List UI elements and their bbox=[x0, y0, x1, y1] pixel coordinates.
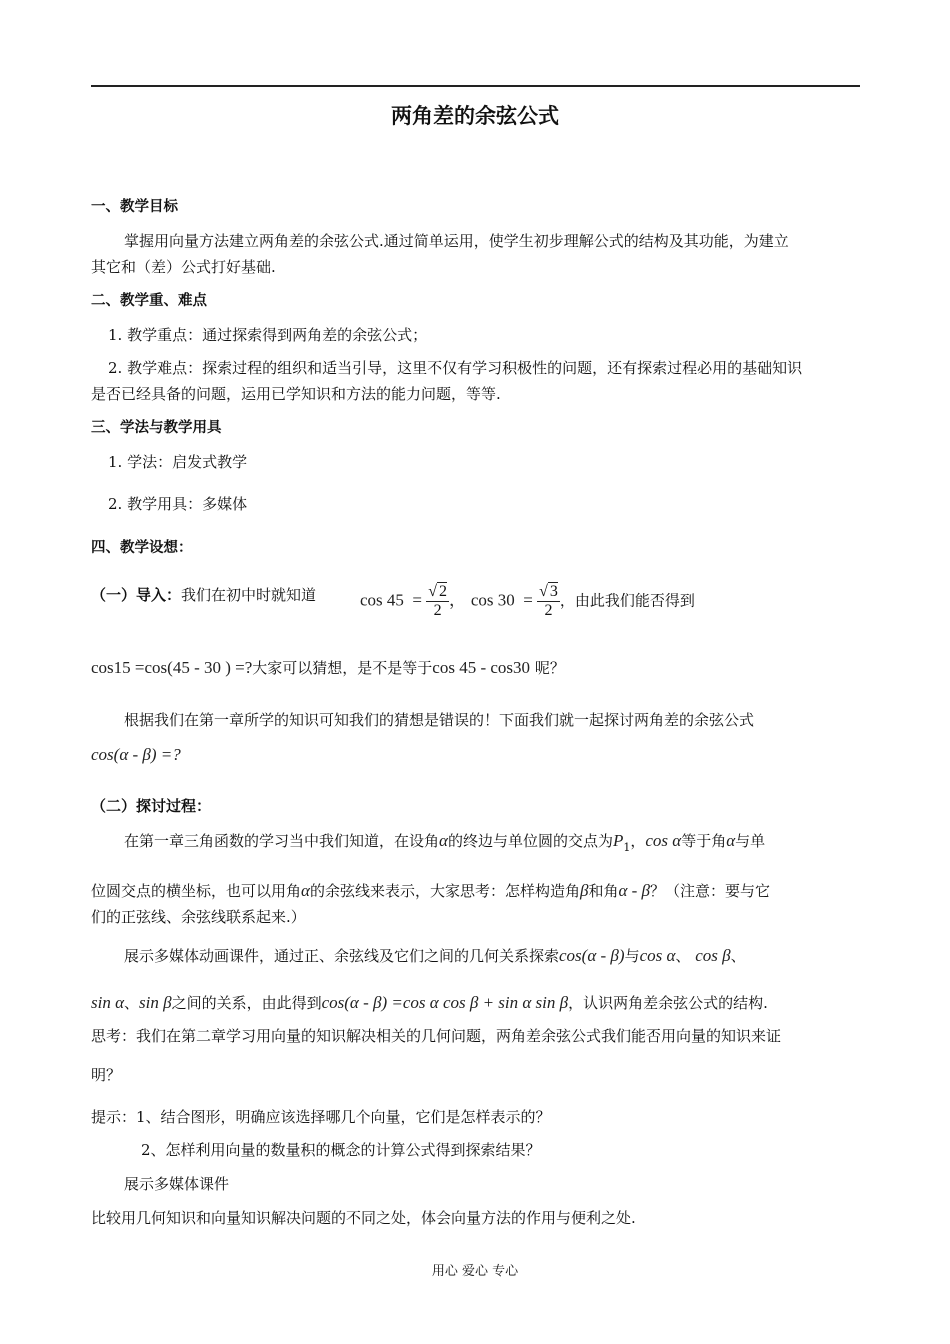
beta-symbol: β bbox=[579, 881, 589, 900]
compare-line: 比较用几何知识和向量知识解决问题的不同之处，体会向量方法的作用与便利之处. bbox=[91, 1209, 636, 1227]
intro-tail: ，由此我们能否得到 bbox=[559, 591, 695, 610]
cos45-label: cos 45 bbox=[360, 590, 404, 610]
show-line1: 展示多媒体动画课件，通过正、余弦线及它们之间的几何关系探索cos(α - β)与cos α、 cos β、 bbox=[124, 946, 746, 965]
s2-item-1: 1. 教学重点：通过探索得到两角差的余弦公式； bbox=[108, 326, 428, 344]
s3-item-1: 1. 学法：启发式教学 bbox=[108, 453, 248, 471]
section-3-heading: 三、学法与教学用具 bbox=[91, 420, 222, 436]
alpha-symbol: α bbox=[439, 831, 448, 850]
section-4-heading: 四、教学设想： bbox=[91, 540, 193, 556]
difference-formula: cos(α - β) =cos α cos β + sin α sin β bbox=[321, 993, 569, 1012]
page-title: 两角差的余弦公式 bbox=[391, 104, 559, 128]
think-line1: 思考：我们在第二章学习用向量的知识解决相关的几何问题，两角差余弦公式我们能否用向量的知识来证 bbox=[91, 1027, 782, 1045]
para-wrong-guess: 根据我们在第一章所学的知识可知我们的猜想是错误的！下面我们就一起探讨两角差的余弦公式 bbox=[124, 711, 755, 729]
explore-heading: （二）探讨过程： bbox=[91, 797, 212, 815]
s2-item-2-line1: 2. 教学难点：探索过程的组织和适当引导，这里不仅有学习积极性的问题，还有探索过程必用的基础知识 bbox=[108, 359, 803, 377]
section-1-heading: 一、教学目标 bbox=[91, 199, 178, 215]
explore-line3: 们的正弦线、余弦线联系起来.） bbox=[91, 908, 306, 926]
intro-formula: cos 45 = $\frac{√ 2}{2}$ ， cos 30 = $\frac{√ 3}{2}$ ，由此我们能否得到 bbox=[360, 583, 695, 619]
explore-line1: 在第一章三角函数的学习当中我们知道，在设角α的终边与单位圆的交点为$P_1$，cos α等于角α与单 bbox=[124, 831, 766, 854]
s1-paragraph-line2: 其它和（差）公式打好基础. bbox=[91, 258, 276, 276]
s2-item-2-line2: 是否已经具备的问题，运用已学知识和方法的能力问题，等等. bbox=[91, 385, 501, 403]
hint-2: 2、怎样利用向量的数量积的概念的计算公式得到探索结果？ bbox=[141, 1141, 541, 1159]
sqrt2-over-2: $\frac{√ 2}{2}$ bbox=[428, 583, 448, 619]
guess-tail: 呢？ bbox=[534, 659, 565, 677]
header-rule bbox=[91, 85, 860, 87]
question-expression: cos(α - β) =? bbox=[91, 745, 181, 764]
cos30-label: cos 30 bbox=[470, 590, 515, 610]
formula-line: sin α、sin β之间的关系，由此得到cos(α - β) =cos α cos β + sin α sin β，认识两角差余弦公式的结构. bbox=[91, 993, 768, 1012]
p1-symbol: P bbox=[612, 831, 624, 850]
cos-alpha-symbol: cos α bbox=[645, 831, 682, 850]
guess-text: 大家可以猜想，是不是等于 bbox=[252, 659, 433, 677]
guess-expression: cos 45 - cos30 bbox=[432, 658, 531, 677]
cos15-expression: cos15 =cos(45 - 30 ) =? bbox=[91, 658, 253, 677]
s3-item-2: 2. 教学用具：多媒体 bbox=[108, 495, 248, 513]
section-2-heading: 二、教学重、难点 bbox=[91, 293, 207, 309]
s1-paragraph-line1: 掌握用向量方法建立两角差的余弦公式.通过简单运用，使学生初步理解公式的结构及其功能，为建立 bbox=[124, 232, 789, 250]
intro-text: 我们在初中时就知道 bbox=[181, 586, 317, 604]
hint-1: 提示：1、结合图形，明确应该选择哪几个向量，它们是怎样表示的？ bbox=[91, 1108, 551, 1126]
show-courseware: 展示多媒体课件 bbox=[124, 1175, 230, 1193]
cos15-line bbox=[91, 657, 860, 679]
think-line2: 明？ bbox=[91, 1066, 122, 1084]
intro-label: （一）导入： bbox=[91, 586, 182, 604]
explore-line2: 位圆交点的横坐标，也可以用角α的余弦线来表示，大家思考：怎样构造角β和角α - β？（注意：要与它 bbox=[91, 881, 771, 900]
page-footer: 用心 爱心 专心 bbox=[431, 1264, 519, 1279]
alpha-minus-beta: α - β bbox=[618, 881, 651, 900]
sqrt3-over-2: $\frac{√ 3}{2}$ bbox=[539, 583, 558, 619]
